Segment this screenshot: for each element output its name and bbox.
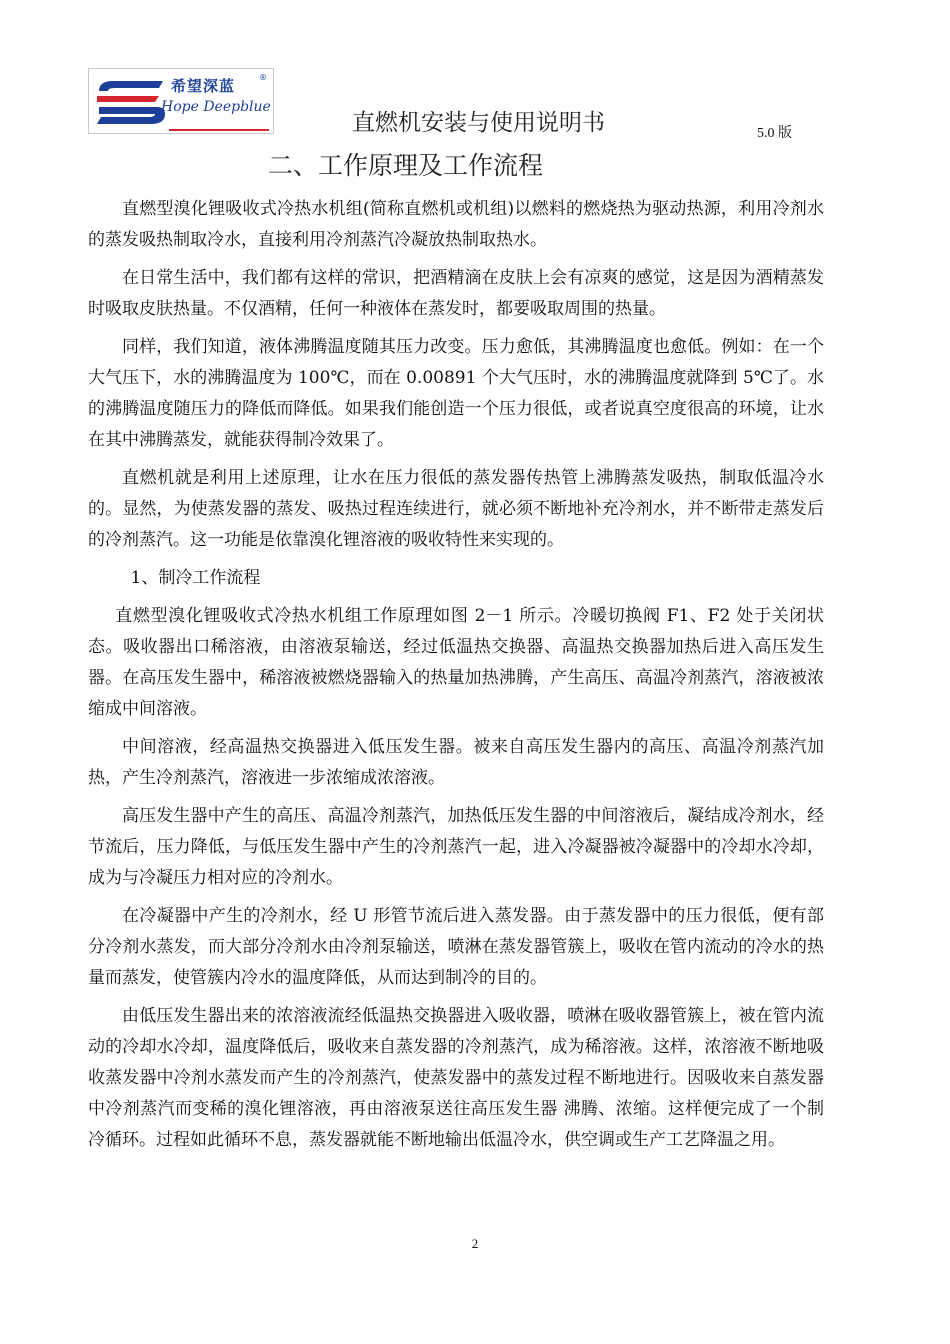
section-title: 二、工作原理及工作流程 <box>268 151 544 180</box>
page-number: 2 <box>471 1236 479 1251</box>
paragraph: 中间溶液，经高温热交换器进入低压发生器。被来自高压发生器内的高压、高温冷剂蒸汽加热，产生冷剂蒸汽，溶液进一步浓缩成浓溶液。 <box>88 737 824 788</box>
document-title: 直燃机安装与使用说明书 <box>352 110 605 136</box>
version-label: 5.0 版 <box>757 126 792 141</box>
paragraph: 高压发生器中产生的高压、高温冷剂蒸汽，加热低压发生器的中间溶液后，凝结成冷剂水，经节流后，压力降低，与低压发生器中产生的冷剂蒸汽一起，进入冷凝器被冷凝器中的冷却水冷却，成为与冷凝压力相对应的冷剂水。 <box>88 806 824 888</box>
paragraph: 在冷凝器中产生的冷剂水，经 U 形管节流后进入蒸发器。由于蒸发器中的压力很低，便有部分冷剂水蒸发，而大部分冷剂水由冷剂泵输送，喷淋在蒸发器管簇上，吸收在管内流动的冷水的热量而蒸发，使管簇内冷水的温度降低，从而达到制冷的目的。 <box>88 906 824 988</box>
document-body <box>88 194 824 1163</box>
paragraph: 由低压发生器出来的浓溶液流经低温热交换器进入吸收器，喷淋在吸收器管簇上，被在管内流动的冷却水冷却，温度降低后，吸收来自蒸发器的冷剂蒸汽，成为稀溶液。这样，浓溶液不断地吸收蒸发器中冷剂水蒸发而产生的冷剂蒸汽，使蒸发器中的蒸发过程不断地进行。因吸收来自蒸发器中冷剂蒸汽而变稀的溴化锂溶液，再由溶液泵送往高压发生器 沸腾、浓缩。这样便完成了一个制冷循环。过程如此循环不息，蒸发器就能不断地输出低温冷水，供空调或生产工艺降温之用。 <box>88 1006 824 1150</box>
paragraph: 在日常生活中，我们都有这样的常识，把酒精滴在皮肤上会有凉爽的感觉，这是因为酒精蒸发时吸取皮肤热量。不仅酒精，任何一种液体在蒸发时，都要吸取周围的热量。 <box>88 268 824 319</box>
paragraph: 直燃机就是利用上述原理，让水在压力很低的蒸发器传热管上沸腾蒸发吸热，制取低温冷水的。显然，为使蒸发器的蒸发、吸热过程连续进行，就必须不断地补充冷剂水，并不断带走蒸发后的冷剂蒸汽。这一功能是依靠溴化锂溶液的吸收特性来实现的。 <box>88 468 824 550</box>
registered-mark: ® <box>259 73 267 82</box>
paragraph: 直燃型溴化锂吸收式冷热水机组(简称直燃机或机组)以燃料的燃烧热为驱动热源，利用冷剂水的蒸发吸热制取冷水，直接利用冷剂蒸汽冷凝放热制取热水。 <box>88 199 824 250</box>
subsection-heading: 1、制冷工作流程 <box>130 568 261 588</box>
paragraph: 同样，我们知道，液体沸腾温度随其压力改变。压力愈低，其沸腾温度也愈低。例如：在一个大气压下，水的沸腾温度为 100℃，而在 0.00891 个大气压时，水的沸腾温度就降到 5℃了。水的沸腾温度随压力的降低而降低。如果我们能创造一个压力很低，或者说真空度很高的环境，让水在其中沸腾蒸发，就能获得制冷效果了。 <box>88 337 824 450</box>
logo-chinese-name: 希望深蓝 <box>171 77 236 95</box>
paragraph: 直燃型溴化锂吸收式冷热水机组工作原理如图 2－1 所示。冷暖切换阀 F1、F2 处于关闭状态。吸收器出口稀溶液，由溶液泵输送，经过低温热交换器、高温热交换器加热后进入高压发生器。在高压发生器中，稀溶液被燃烧器输入的热量加热沸腾，产生高压、高温冷剂蒸汽，溶液被浓缩成中间溶液。 <box>88 606 824 719</box>
logo-english-name: Hope Deepblue <box>161 99 271 115</box>
company-logo <box>88 68 274 134</box>
